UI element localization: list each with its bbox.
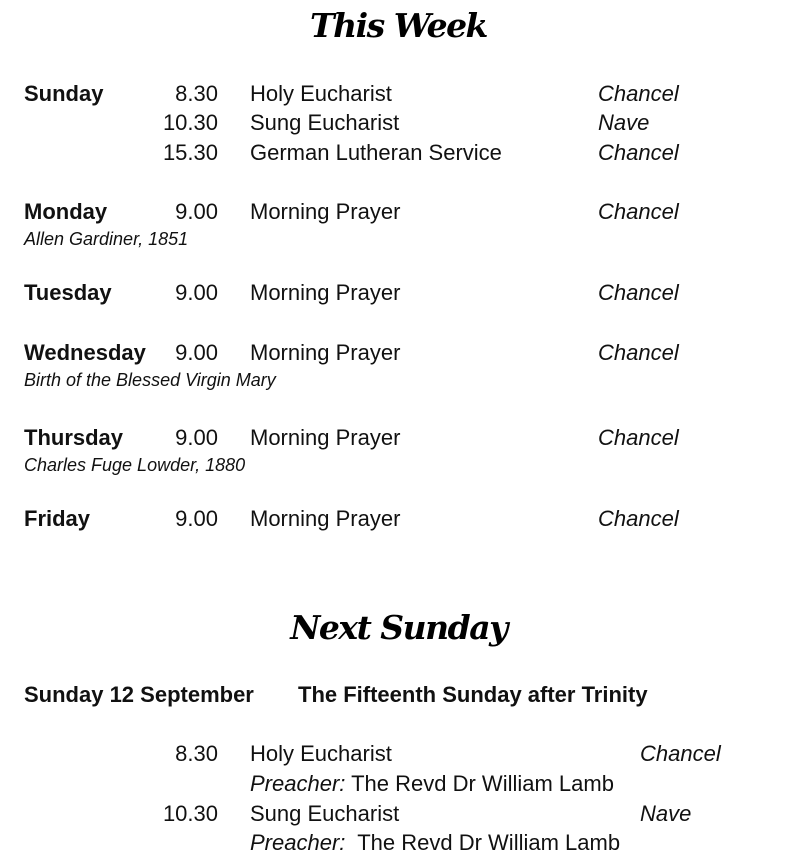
day-tuesday: Tuesday: [24, 280, 112, 305]
preacher-line: [250, 771, 614, 797]
service-location: Chancel: [598, 81, 679, 106]
service-location: Nave: [640, 801, 692, 826]
service-name: Morning Prayer: [250, 506, 401, 531]
service-location: Chancel: [598, 199, 679, 224]
service-name: Morning Prayer: [250, 340, 401, 365]
service-time: 9.00: [175, 425, 218, 450]
service-name: Holy Eucharist: [250, 741, 392, 766]
next-sunday-date: Sunday 12 September: [24, 682, 254, 707]
day-friday: Friday: [24, 506, 91, 531]
service-time: 15.30: [162, 140, 218, 165]
service-time: 10.30: [162, 801, 218, 826]
service-location: Chancel: [598, 506, 679, 531]
day-wednesday: Wednesday: [24, 340, 146, 365]
service-time: 8.30: [175, 81, 218, 106]
service-name: Holy Eucharist: [250, 81, 392, 106]
service-location: Chancel: [640, 741, 721, 766]
service-time: 9.00: [175, 340, 218, 365]
service-name: Sung Eucharist: [250, 110, 400, 135]
service-location: Nave: [598, 110, 650, 135]
service-time: 9.00: [175, 280, 218, 305]
service-time: 9.00: [175, 506, 218, 531]
day-monday: Monday: [24, 199, 108, 224]
service-location: Chancel: [598, 280, 679, 305]
service-name: Sung Eucharist: [250, 801, 400, 826]
commemoration: Allen Gardiner, 1851: [24, 229, 189, 249]
service-name: Morning Prayer: [250, 199, 401, 224]
day-thursday: Thursday: [24, 425, 124, 450]
service-time: 10.30: [162, 110, 218, 135]
preacher-label: Preacher:: [250, 830, 346, 855]
this-week-heading: This Week: [310, 6, 487, 45]
next-sunday-title: The Fifteenth Sunday after Trinity: [298, 682, 648, 707]
service-time: 9.00: [175, 199, 218, 224]
preacher-name: The Revd Dr William Lamb: [357, 830, 621, 855]
commemoration: Charles Fuge Lowder, 1880: [24, 455, 246, 475]
service-name: Morning Prayer: [250, 425, 401, 450]
service-location: Chancel: [598, 140, 679, 165]
service-location: Chancel: [598, 425, 679, 450]
service-name: Morning Prayer: [250, 280, 401, 305]
service-time: 8.30: [175, 741, 218, 766]
preacher-label: Preacher:: [250, 771, 346, 796]
commemoration: Birth of the Blessed Virgin Mary: [24, 370, 276, 390]
service-location: Chancel: [598, 340, 679, 365]
day-sunday: Sunday: [24, 81, 104, 106]
preacher-name: The Revd Dr William Lamb: [351, 771, 614, 796]
preacher-line: [250, 830, 620, 856]
next-sunday-heading: Next Sunday: [290, 608, 507, 647]
service-name: German Lutheran Service: [250, 140, 502, 165]
